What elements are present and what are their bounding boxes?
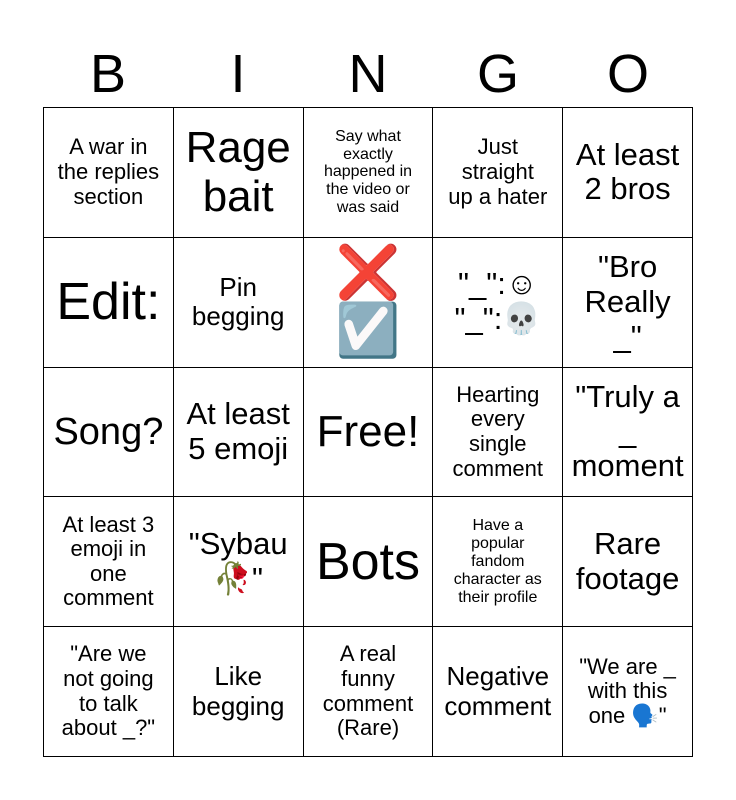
bingo-cell-text: At least 3 emoji in one comment [62, 511, 155, 611]
bingo-cell[interactable] [563, 497, 693, 627]
bingo-cell[interactable] [44, 238, 174, 368]
bingo-cell[interactable] [44, 368, 174, 498]
bingo-cell-text: A real funny comment (Rare) [322, 641, 414, 741]
bingo-cell-text: At least 5 emoji [186, 396, 290, 466]
bingo-cell[interactable] [304, 108, 434, 238]
bingo-cell-text: Bots [315, 532, 421, 591]
bingo-cell-text: "Are we not going to talk about _?" [61, 641, 156, 741]
bingo-cell-text: "_":☺ "_":💀 [454, 266, 542, 337]
bingo-cell-text: "Bro Really _" [584, 249, 671, 354]
bingo-cell-text: Negative comment [444, 661, 552, 721]
bingo-cell-text: Pin begging [191, 272, 285, 332]
bingo-cell-text: ❌ ☑️ [335, 243, 401, 361]
bingo-cell-text: Edit: [56, 273, 161, 332]
bingo-cell[interactable] [563, 368, 693, 498]
bingo-cell[interactable] [304, 627, 434, 757]
bingo-cell[interactable] [563, 108, 693, 238]
bingo-cell[interactable] [174, 368, 304, 498]
header-letter-n: N [348, 44, 388, 104]
bingo-cell[interactable] [433, 238, 563, 368]
bingo-grid [43, 107, 693, 757]
bingo-cell-text: Rare footage [575, 526, 680, 596]
bingo-cell-text: At least 2 bros [575, 136, 680, 207]
bingo-cell[interactable] [174, 497, 304, 627]
bingo-cell[interactable] [304, 238, 434, 368]
bingo-cell[interactable] [563, 238, 693, 368]
bingo-cell-text: "Sybau 🥀" [188, 526, 288, 596]
bingo-cell-text: Say what exactly happened in the video or was said [323, 127, 413, 217]
header-letter-b: B [89, 44, 127, 104]
bingo-cell[interactable] [433, 497, 563, 627]
bingo-cell[interactable] [174, 238, 304, 368]
header-letter-o: O [606, 44, 649, 104]
bingo-cell-text: A war in the replies section [57, 134, 160, 209]
bingo-cell-text: "Truly a _ moment [571, 378, 684, 484]
bingo-cell[interactable] [433, 368, 563, 498]
header-letter-i: I [230, 44, 246, 104]
bingo-cell-text: Hearting every single comment [452, 381, 544, 481]
bingo-cell[interactable] [44, 497, 174, 627]
bingo-cell-text: Like begging [191, 661, 285, 721]
bingo-header [43, 40, 693, 108]
bingo-cell-text: Song? [53, 410, 164, 453]
bingo-cell[interactable] [433, 108, 563, 238]
bingo-cell-text: Rage bait [185, 123, 291, 222]
bingo-cell[interactable] [304, 497, 434, 627]
header-letter-g: G [476, 44, 519, 104]
bingo-cell[interactable] [174, 627, 304, 757]
bingo-cell[interactable] [174, 108, 304, 238]
bingo-cell[interactable] [433, 627, 563, 757]
bingo-cell-text: Just straight up a hater [448, 134, 548, 209]
bingo-cell-text: "We are _ with this one 🗣️" [579, 653, 676, 728]
bingo-cell[interactable] [44, 627, 174, 757]
bingo-cell[interactable] [304, 368, 434, 498]
bingo-cell[interactable] [44, 108, 174, 238]
bingo-cell[interactable] [563, 627, 693, 757]
bingo-cell-text: Free! [316, 407, 420, 457]
bingo-cell-text: Have a popular fandom character as their profile [453, 517, 542, 606]
